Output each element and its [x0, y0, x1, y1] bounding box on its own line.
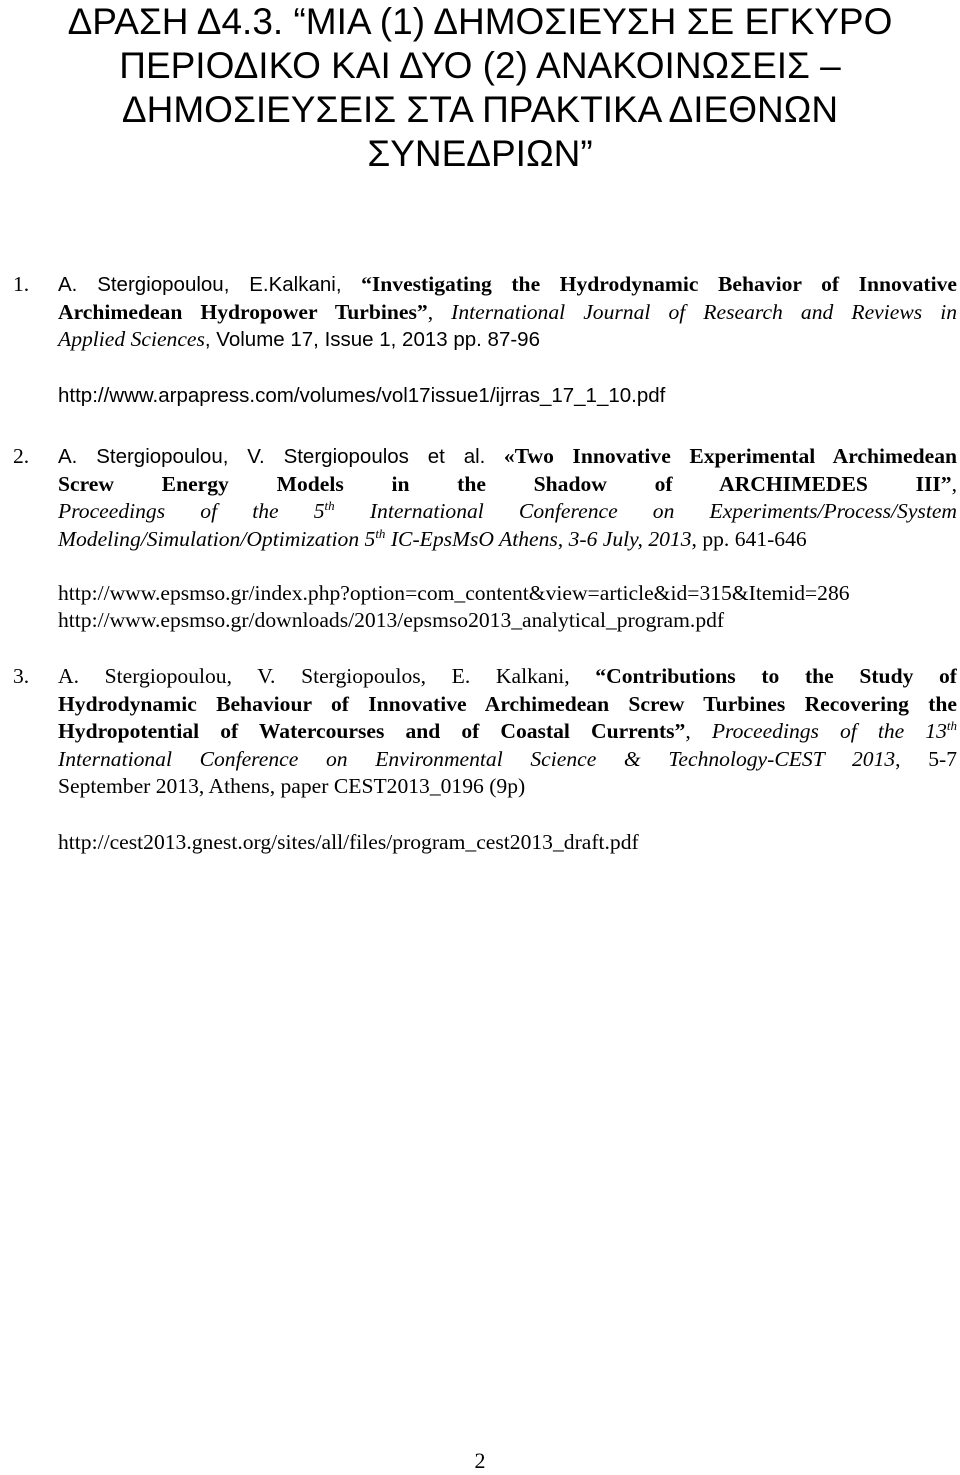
entry-venue-continued: International Conference on Environmental Science & Technology-CEST 2013 — [58, 746, 896, 771]
entry-number: 2. — [13, 444, 30, 468]
page-number: 2 — [474, 1448, 486, 1473]
entry-title-continued: Archimedean Hydropower Turbines” — [58, 299, 428, 324]
entry-pages: , pp. 641-646 — [691, 526, 807, 551]
publication-entry-2: 2. A. Stergiopoulou, V. Stergiopoulos et al. «Two Innovative Experimental Archimedean Screw Energy Models in the Shadow of ARCHIMEDES III”, Proceedings of the 5th International Conference on Experiments/Process/System Modeling/Simulation/Optimization 5th IC-EpsMsO Athens, 3-6 July, 2013, pp. 641-646 — [13, 444, 957, 551]
entry-authors: A. Stergiopoulou, E.Kalkani, — [58, 273, 342, 296]
entry-number: 3. — [13, 664, 30, 688]
entry-title-continued: Screw Energy Models in the Shadow of ARCHIMEDES III” — [58, 471, 952, 496]
publication-entry-3: 3. A. Stergiopoulou, V. Stergiopoulos, E. Kalkani, “Contributions to the Study of Hydrodynamic Behaviour of Innovative Archimedean Screw Turbines Recovering the Hydropotential of Watercourses and of Coastal Currents”, Proceedings of the 13th International Conference on Environmental Science & Technology-CEST 2013, 5-7 September 2013, Athens, paper CEST2013_0196 (9p) — [13, 664, 957, 798]
entry-authors: A. Stergiopoulou, V. Stergiopoulos et al. — [58, 445, 486, 468]
entry-title-continued: Hydrodynamic Behaviour of Innovative Archimedean Screw Turbines Recovering the — [58, 691, 957, 716]
entry-venue: Proceedings of the 13th — [711, 718, 957, 743]
entry-number: 1. — [13, 272, 30, 296]
entry-journal-continued: Applied Sciences — [58, 327, 205, 351]
entry-1-link[interactable]: http://www.arpapress.com/volumes/vol17issue1/ijrras_17_1_10.pdf — [58, 384, 666, 407]
entry-venue: Proceedings of the 5th International Conference on Experiments/Process/System — [58, 498, 957, 523]
entry-title: “Investigating the Hydrodynamic Behavior of Innovative — [361, 272, 957, 296]
heading-line-3: ΔΗΜΟΣΙΕΥΣΕΙΣ ΣΤΑ ΠΡΑΚΤΙΚΑ ΔΙΕΘΝΩΝ — [121, 89, 839, 130]
entry-2-link-2[interactable]: http://www.epsmso.gr/downloads/2013/epsmso2013_analytical_program.pdf — [58, 608, 725, 632]
entry-title: “Contributions to the Study of — [595, 664, 957, 688]
entry-details: , Volume 17, Issue 1, 2013 pp. 87-96 — [204, 328, 540, 351]
page-heading — [0, 0, 960, 176]
entry-title: «Two Innovative Experimental Archimedean — [503, 444, 957, 468]
heading-line-4: ΣΥΝΕΔΡΙΩΝ” — [367, 133, 593, 174]
publication-entry-1: 1. A. Stergiopoulou, E.Kalkani, “Investigating the Hydrodynamic Behavior of Innovative Archimedean Hydropower Turbines”, International Journal of Research and Reviews in Applied Sciences, Volume 17, Issue 1, 2013 pp. 87-96 — [13, 272, 957, 351]
heading-line-1: ΔΡΑΣΗ Δ4.3. “ΜΙΑ (1) ΔΗΜΟΣΙΕΥΣΗ ΣΕ ΕΓΚΥΡΟ — [67, 1, 893, 42]
entry-journal: International Journal of Research and Reviews in — [451, 299, 957, 324]
entry-details-continued: September 2013, Athens, paper CEST2013_0196 (9p) — [58, 774, 526, 798]
entry-2-link-1[interactable]: http://www.epsmso.gr/index.php?option=com_content&view=article&id=315&Itemid=286 — [58, 581, 850, 605]
entry-title-end: Hydropotential of Watercourses and of Coastal Currents” — [58, 719, 686, 743]
entry-details: , 5-7 — [895, 746, 957, 771]
entry-3-link[interactable]: http://cest2013.gnest.org/sites/all/files/program_cest2013_draft.pdf — [58, 830, 639, 854]
entry-venue-continued: Modeling/Simulation/Optimization 5th IC-EpsMsO Athens, 3-6 July, 2013 — [58, 525, 692, 551]
entry-authors: A. Stergiopoulou, V. Stergiopoulos, E. Kalkani, — [58, 664, 570, 688]
heading-line-2: ΠΕΡΙΟΔΙΚΟ ΚΑΙ ΔΥΟ (2) ΑΝΑΚΟΙΝΩΣΕΙΣ – — [119, 45, 841, 86]
